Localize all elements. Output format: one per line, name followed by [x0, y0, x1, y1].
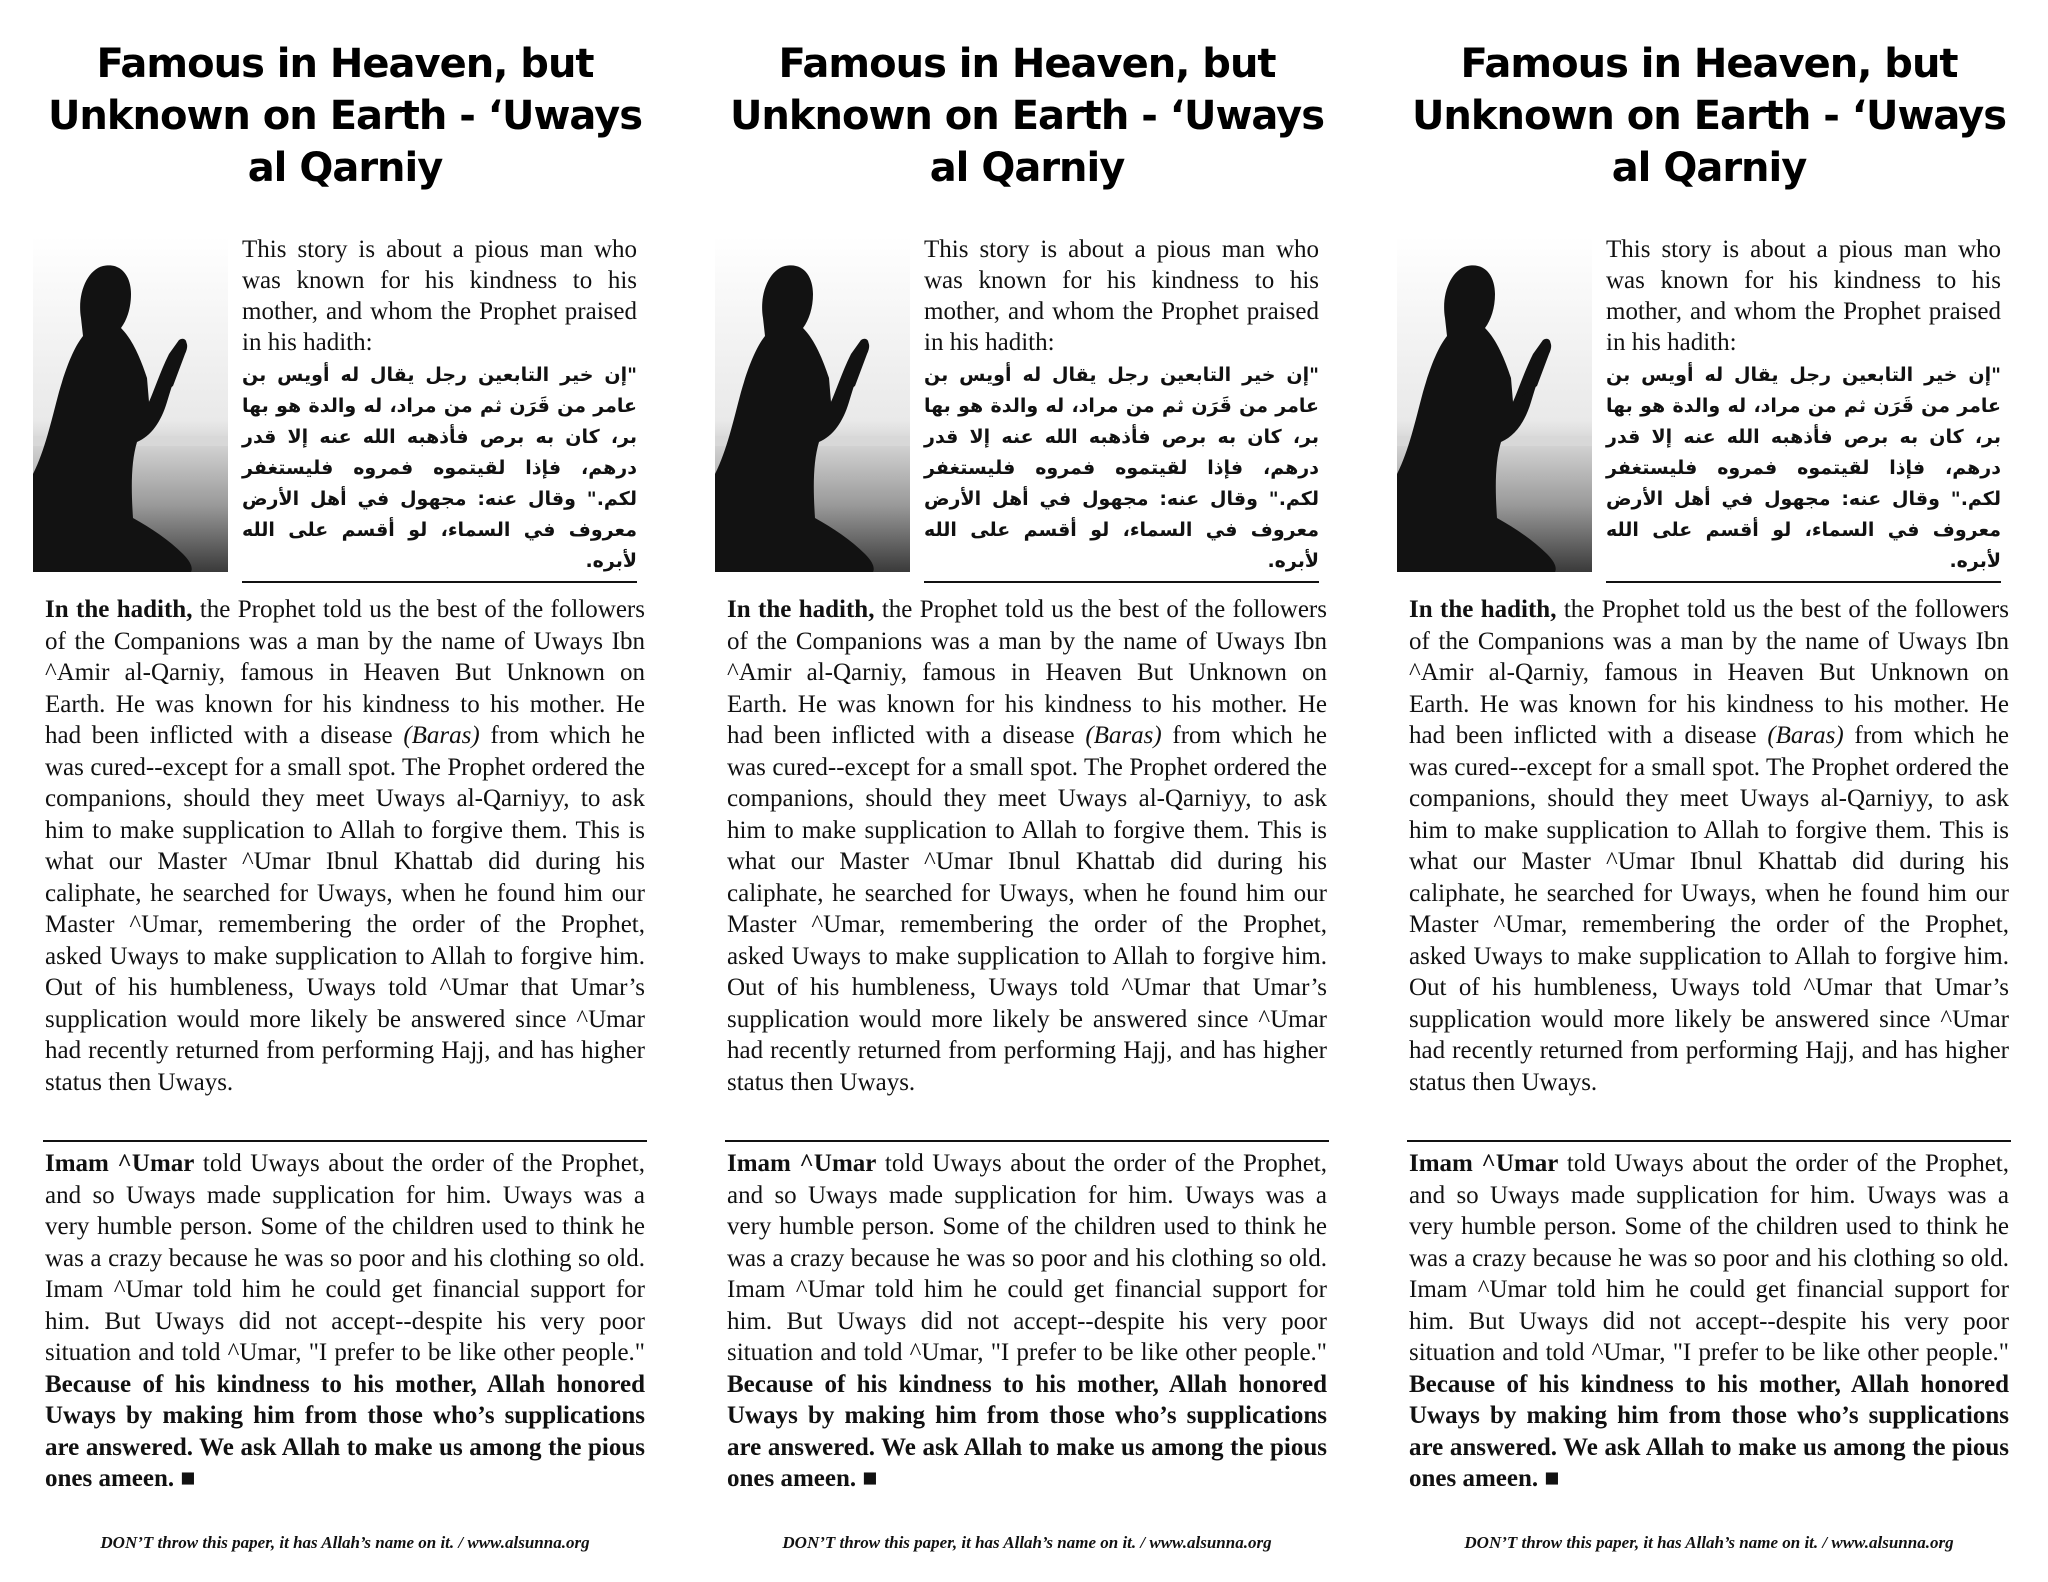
story-paragraph: Imam ^Umar told Uways about the order of the Prophet, and so Uways made supplication for him. Uways was a very humble person. Some of the children used to think he was a crazy because he was so poor and his clothing so old. Imam ^Umar told him he could get financial support for him. But Uways did not accept--despite his very poor situation and told ^Umar, "I prefer to be like other people." Because of his kindness to his mother, Allah honored Uways by making him from those who’s supplications are answered. We ask Allah to make us among the pious ones ameen. ■ — [727, 1150, 1327, 1492]
closing-text: Because of his kindness to his mother, Allah honored Uways by making him from those who’s supplications are answered. We ask Allah to make us among the pious ones ameen. — [727, 1370, 1327, 1492]
hadith-paragraph: In the hadith, the Prophet told us the best of the followers of the Companions was a man by the name of Uways Ibn ^Amir al-Qarniy, famous in Heaven But Unknown on Earth. He was known for his kindness to his mother. He had been inflicted with a disease (Baras) from which he was cured--except for a small spot. The Prophet ordered the companions, should they meet Uways al-Qarniyy, to ask him to make supplication to Allah to forgive them. This is what our Master ^Umar Ibnul Khattab did during his caliphate, he searched for Uways, when he found him our Master ^Umar, remembering the order of the Prophet, asked Uways to make supplication to Allah to forgive him. Out of his humbleness, Uways told ^Umar that Umar’s supplication would more likely be answered since ^Umar had recently returned from performing Hajj, and has higher status then Uways. — [727, 596, 1328, 1096]
end-mark-icon: ■ — [180, 1465, 196, 1492]
leaflet-title: Famous in Heaven, but Unknown on Earth - ‘Uways al Qarniy — [47, 41, 643, 191]
closing-text: Because of his kindness to his mother, Allah honored Uways by making him from those who’s supplications are answered. We ask Allah to make us among the pious ones ameen. — [1409, 1370, 2009, 1492]
leaflet-title: Famous in Heaven, but Unknown on Earth - ‘Uways al Qarniy — [729, 41, 1325, 191]
story-paragraph: Imam ^Umar told Uways about the order of the Prophet, and so Uways made supplication for him. Uways was a very humble person. Some of the children used to think he was a crazy because he was so poor and his clothing so old. Imam ^Umar told him he could get financial support for him. But Uways did not accept--despite his very poor situation and told ^Umar, "I prefer to be like other people." Because of his kindness to his mother, Allah honored Uways by making him from those who’s supplications are answered. We ask Allah to make us among the pious ones ameen. ■ — [45, 1150, 645, 1492]
section-divider — [43, 1140, 647, 1142]
paragraph-lead: In the hadith, — [727, 596, 875, 623]
hadith-paragraph: In the hadith, the Prophet told us the best of the followers of the Companions was a man by the name of Uways Ibn ^Amir al-Qarniy, famous in Heaven But Unknown on Earth. He was known for his kindness to his mother. He had been inflicted with a disease (Baras) from which he was cured--except for a small spot. The Prophet ordered the companions, should they meet Uways al-Qarniyy, to ask him to make supplication to Allah to forgive them. This is what our Master ^Umar Ibnul Khattab did during his caliphate, he searched for Uways, when he found him our Master ^Umar, remembering the order of the Prophet, asked Uways to make supplication to Allah to forgive him. Out of his humbleness, Uways told ^Umar that Umar’s supplication would more likely be answered since ^Umar had recently returned from performing Hajj, and has higher status then Uways. — [45, 596, 646, 1096]
footer-note: DON’T throw this paper, it has Allah’s name on it. / www.alsunna.org — [1464, 1532, 1954, 1552]
hadith-arabic: "إن خير التابعين رجل يقال له أويس بن عامر من قَرَن ثم من مراد، له والدة هو بها بر، كان به برص فأذهبه الله عنه إلا قدر درهم، فإذا لقيتموه فمروه فليستغفر لكم." وقال عنه: مجهول في أهل الأرض معروف في السماء، لو أقسم على الله لأبره. — [924, 360, 1319, 583]
story-paragraph: Imam ^Umar told Uways about the order of the Prophet, and so Uways made supplication for him. Uways was a very humble person. Some of the children used to think he was a crazy because he was so poor and his clothing so old. Imam ^Umar told him he could get financial support for him. But Uways did not accept--despite his very poor situation and told ^Umar, "I prefer to be like other people." Because of his kindness to his mother, Allah honored Uways by making him from those who’s supplications are answered. We ask Allah to make us among the pious ones ameen. ■ — [1409, 1150, 2009, 1492]
intro-section — [727, 234, 1327, 572]
intro-text — [924, 234, 1319, 583]
intro-text — [242, 234, 637, 583]
hadith-paragraph: In the hadith, the Prophet told us the best of the followers of the Companions was a man by the name of Uways Ibn ^Amir al-Qarniy, famous in Heaven But Unknown on Earth. He was known for his kindness to his mother. He had been inflicted with a disease (Baras) from which he was cured--except for a small spot. The Prophet ordered the companions, should they meet Uways al-Qarniyy, to ask him to make supplication to Allah to forgive them. This is what our Master ^Umar Ibnul Khattab did during his caliphate, he searched for Uways, when he found him our Master ^Umar, remembering the order of the Prophet, asked Uways to make supplication to Allah to forgive him. Out of his humbleness, Uways told ^Umar that Umar’s supplication would more likely be answered since ^Umar had recently returned from performing Hajj, and has higher status then Uways. — [1409, 596, 2010, 1096]
intro-english: This story is about a pious man who was known for his kindness to his mother, and whom the Prophet praised in his hadith: — [242, 236, 637, 356]
leaflet-1 — [45, 0, 645, 1582]
intro-section — [1409, 234, 2009, 572]
footer-note: DON’T throw this paper, it has Allah’s name on it. / www.alsunna.org — [782, 1532, 1272, 1552]
paragraph-lead: In the hadith, — [1409, 596, 1557, 623]
praying-man-icon — [33, 236, 228, 572]
hadith-arabic: "إن خير التابعين رجل يقال له أويس بن عامر من قَرَن ثم من مراد، له والدة هو بها بر، كان به برص فأذهبه الله عنه إلا قدر درهم، فإذا لقيتموه فمروه فليستغفر لكم." وقال عنه: مجهول في أهل الأرض معروف في السماء، لو أقسم على الله لأبره. — [1606, 360, 2001, 583]
leaflet-2 — [727, 0, 1327, 1582]
hadith-arabic: "إن خير التابعين رجل يقال له أويس بن عامر من قَرَن ثم من مراد، له والدة هو بها بر، كان به برص فأذهبه الله عنه إلا قدر درهم، فإذا لقيتموه فمروه فليستغفر لكم." وقال عنه: مجهول في أهل الأرض معروف في السماء، لو أقسم على الله لأبره. — [242, 360, 637, 583]
praying-man-icon — [1397, 236, 1592, 572]
baras-term: (Baras) — [403, 722, 480, 749]
leaflet-3 — [1409, 0, 2009, 1582]
closing-text: Because of his kindness to his mother, Allah honored Uways by making him from those who’s supplications are answered. We ask Allah to make us among the pious ones ameen. — [45, 1370, 645, 1492]
paragraph-lead: In the hadith, — [45, 596, 193, 623]
baras-term: (Baras) — [1767, 722, 1844, 749]
baras-term: (Baras) — [1085, 722, 1162, 749]
footer-note: DON’T throw this paper, it has Allah’s name on it. / www.alsunna.org — [100, 1532, 590, 1552]
intro-english: This story is about a pious man who was known for his kindness to his mother, and whom the Prophet praised in his hadith: — [924, 236, 1319, 356]
paragraph-lead: Imam ^Umar — [727, 1150, 877, 1177]
end-mark-icon: ■ — [862, 1465, 878, 1492]
leaflet-title: Famous in Heaven, but Unknown on Earth - ‘Uways al Qarniy — [1411, 41, 2007, 191]
section-divider — [1407, 1140, 2011, 1142]
praying-man-icon — [715, 236, 910, 572]
intro-text — [1606, 234, 2001, 583]
paragraph-lead: Imam ^Umar — [45, 1150, 195, 1177]
end-mark-icon: ■ — [1544, 1465, 1560, 1492]
section-divider — [725, 1140, 1329, 1142]
intro-english: This story is about a pious man who was known for his kindness to his mother, and whom the Prophet praised in his hadith: — [1606, 236, 2001, 356]
intro-section — [45, 234, 645, 572]
paragraph-lead: Imam ^Umar — [1409, 1150, 1559, 1177]
